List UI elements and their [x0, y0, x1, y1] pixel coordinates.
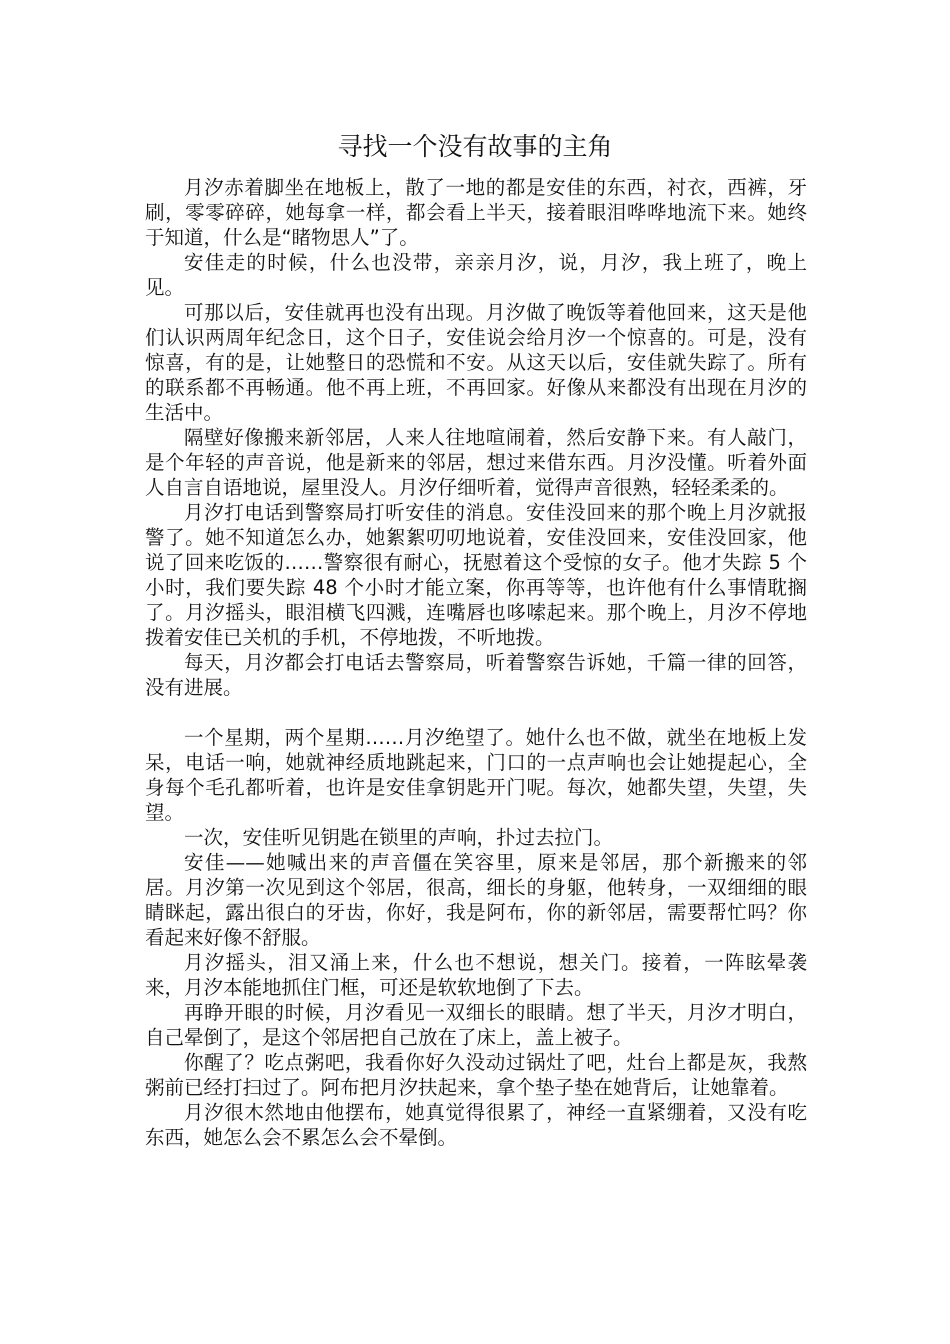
- paragraph-3: 可那以后，安佳就再也没有出现。月汐做了晚饭等着他回来，这天是他们认识两周年纪念日，这个日子，安佳说会给月汐一个惊喜的。可是，没有惊喜，有的是，让她整日的恐慌和不安。从这天以后，安佳就失踪了。所有的联系都不再畅通。他不再上班，不再回家。好像从来都没有出现在月汐的生活中。: [145, 301, 807, 424]
- paragraph-gap: [145, 700, 807, 725]
- document-body: [145, 175, 807, 1150]
- paragraph-12: 你醒了？吃点粥吧，我看你好久没动过锅灶了吧，灶台上都是灰，我熬粥前已经打扫过了。阿布把月汐扶起来，拿个垫子垫在她背后，让她靠着。: [145, 1051, 807, 1099]
- paragraph-13: 月汐很木然地由他摆布，她真觉得很累了，神经一直紧绷着，又没有吃东西，她怎么会不累怎么会不晕倒。: [145, 1101, 807, 1149]
- paragraph-1: 月汐赤着脚坐在地板上，散了一地的都是安佳的东西，衬衣，西裤，牙刷，零零碎碎，她每拿一样，都会看上半天，接着眼泪哗哗地流下来。她终于知道，什么是“睹物思人”了。: [145, 176, 807, 249]
- paragraph-7: 一个星期，两个星期……月汐绝望了。她什么也不做，就坐在地板上发呆，电话一响，她就神经质地跳起来，门口的一点声响也会让她提起心，全身每个毛孔都听着，也许是安佳拿钥匙开门呢。每次，她都失望，失望，失望。: [145, 726, 807, 824]
- paragraph-5: 月汐打电话到警察局打听安佳的消息。安佳没回来的那个晚上月汐就报警了。她不知道怎么办，她絮絮叨叨地说着，安佳没回来，安佳没回家，他说了回来吃饭的……警察很有耐心，抚慰着这个受惊的女子。他才失踪 5 个小时，我们要失踪 48 个小时才能立案，你再等等，也许他有什么事情耽搁了。月汐摇头，眼泪横飞四溅，连嘴唇也哆嗦起来。那个晚上，月汐不停地拨着安佳已关机的手机，不停地拨，不听地拨。: [145, 501, 807, 649]
- paragraph-9: 安佳——她喊出来的声音僵在笑容里，原来是邻居，那个新搬来的邻居。月汐第一次见到这个邻居，很高，细长的身躯，他转身，一双细细的眼睛眯起，露出很白的牙齿，你好，我是阿布，你的新邻居，需要帮忙吗？你看起来好像不舒服。: [145, 851, 807, 949]
- paragraph-10: 月汐摇头，泪又涌上来，什么也不想说，想关门。接着，一阵眩晕袭来，月汐本能地抓住门框，可还是软软地倒了下去。: [145, 951, 807, 999]
- paragraph-2: 安佳走的时候，什么也没带，亲亲月汐，说，月汐，我上班了，晚上见。: [145, 251, 807, 299]
- paragraph-4: 隔壁好像搬来新邻居，人来人往地喧闹着，然后安静下来。有人敲门，是个年轻的声音说，他是新来的邻居，想过来借东西。月汐没懂。听着外面人自言自语地说，屋里没人。月汐仔细听着，觉得声音很熟，轻轻柔柔的。: [145, 426, 807, 499]
- paragraph-8: 一次，安佳听见钥匙在锁里的声响，扑过去拉门。: [184, 826, 614, 849]
- document-title: 寻找一个没有故事的主角: [337, 132, 613, 161]
- paragraph-11: 再睁开眼的时候，月汐看见一双细长的眼睛。想了半天，月汐才明白，自己晕倒了，是这个邻居把自己放在了床上，盖上被子。: [145, 1001, 807, 1049]
- paragraph-6: 每天，月汐都会打电话去警察局，听着警察告诉她，千篇一律的回答，没有进展。: [145, 651, 807, 699]
